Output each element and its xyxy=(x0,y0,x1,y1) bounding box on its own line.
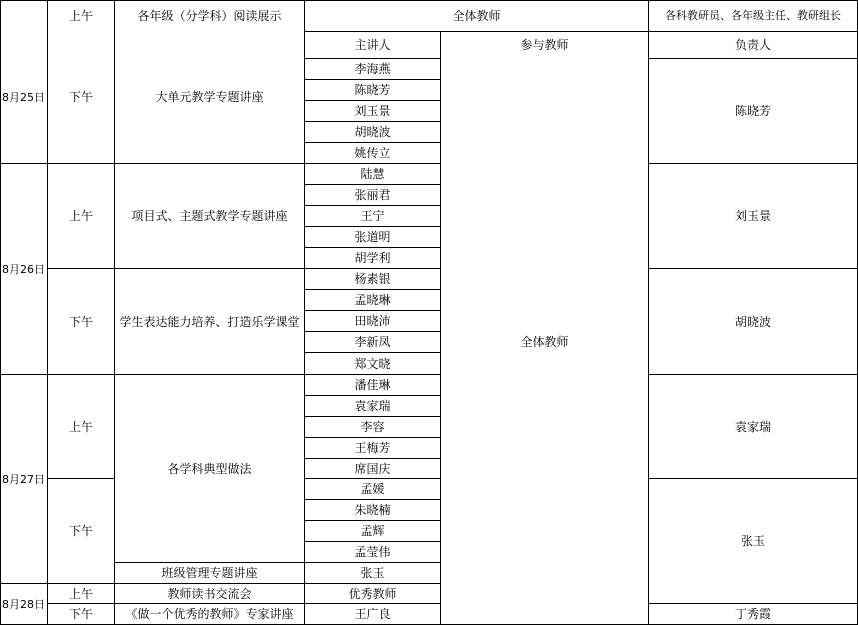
speaker-cell: 陆慧 xyxy=(360,167,385,181)
responsible-cell: 陈晓芳 xyxy=(734,104,771,118)
topic-cell: 各学科典型做法 xyxy=(167,461,252,476)
speaker-cell: 朱晓楠 xyxy=(354,503,391,517)
responsible-cell: 胡晓波 xyxy=(734,314,771,329)
date-cell: 8月27日 xyxy=(2,472,45,486)
speaker-cell: 王梅芳 xyxy=(354,441,391,455)
speaker-cell: 胡晓波 xyxy=(354,125,391,139)
period-cell: 上午 xyxy=(68,419,93,434)
topic-cell: 项目式、主题式教学专题讲座 xyxy=(131,209,288,223)
speaker-cell: 李容 xyxy=(360,420,385,434)
period-cell: 下午 xyxy=(68,607,93,621)
responsible-cell: 丁秀霞 xyxy=(734,607,771,621)
header-staff: 各科教研员、各年级主任、教研组长 xyxy=(665,9,841,22)
period-cell: 下午 xyxy=(68,90,93,104)
period-cell: 下午 xyxy=(68,524,93,538)
subheader-responsible: 负责人 xyxy=(734,37,771,52)
speaker-cell: 优秀教师 xyxy=(348,586,397,601)
speaker-cell: 郑文晓 xyxy=(354,356,391,371)
speaker-cell: 孟媛 xyxy=(360,482,385,496)
speaker-cell: 王广良 xyxy=(354,607,391,621)
speaker-cell: 田晓沛 xyxy=(354,314,391,328)
speaker-cell: 姚传立 xyxy=(354,146,391,160)
topic-cell: 班级管理专题讲座 xyxy=(161,566,258,580)
speaker-cell: 席国庆 xyxy=(354,461,391,476)
speaker-cell: 孟晓琳 xyxy=(354,293,391,307)
topic-cell: 大单元教学专题讲座 xyxy=(155,90,264,104)
subheader-speaker: 主讲人 xyxy=(354,37,391,52)
speaker-cell: 李海燕 xyxy=(354,62,391,76)
responsible-cell: 刘玉景 xyxy=(734,209,771,223)
speaker-cell: 袁家瑞 xyxy=(354,399,391,413)
speaker-cell: 孟莹伟 xyxy=(354,545,391,559)
date-cell: 8月28日 xyxy=(2,597,45,611)
speaker-cell: 张道明 xyxy=(354,230,391,244)
topic-cell: 学生表达能力培养、打造乐学课堂 xyxy=(119,314,300,329)
speaker-cell: 陈晓芳 xyxy=(354,83,391,97)
speaker-cell: 王宁 xyxy=(360,209,385,223)
period-cell: 上午 xyxy=(68,209,93,223)
period-cell: 上午 xyxy=(68,586,93,601)
speaker-cell: 潘佳琳 xyxy=(354,378,391,392)
subheader-participants: 参与教师 xyxy=(520,37,569,52)
period-cell: 下午 xyxy=(68,314,93,329)
date-cell: 8月26日 xyxy=(2,262,45,276)
topic-cell: 《做一个优秀的教师》专家讲座 xyxy=(125,607,294,621)
speaker-cell: 张丽君 xyxy=(354,188,391,202)
date-cell: 8月25日 xyxy=(2,90,45,104)
responsible-cell: 袁家瑞 xyxy=(734,419,771,434)
topic-cell: 教师读书交流会 xyxy=(167,586,252,601)
header-reading-show: 各年级（分学科）阅读展示 xyxy=(137,8,282,23)
responsible-cell: 张玉 xyxy=(740,534,765,548)
speaker-cell: 杨素银 xyxy=(354,272,391,286)
header-morning: 上午 xyxy=(68,8,93,23)
speaker-cell: 张玉 xyxy=(360,566,385,580)
speaker-cell: 李新凤 xyxy=(354,335,391,349)
participants-cell: 全体教师 xyxy=(520,334,569,349)
speaker-cell: 刘玉景 xyxy=(354,104,391,118)
speaker-cell: 胡学利 xyxy=(354,251,391,265)
header-all-teachers: 全体教师 xyxy=(452,8,501,23)
speaker-cell: 孟辉 xyxy=(360,524,385,538)
